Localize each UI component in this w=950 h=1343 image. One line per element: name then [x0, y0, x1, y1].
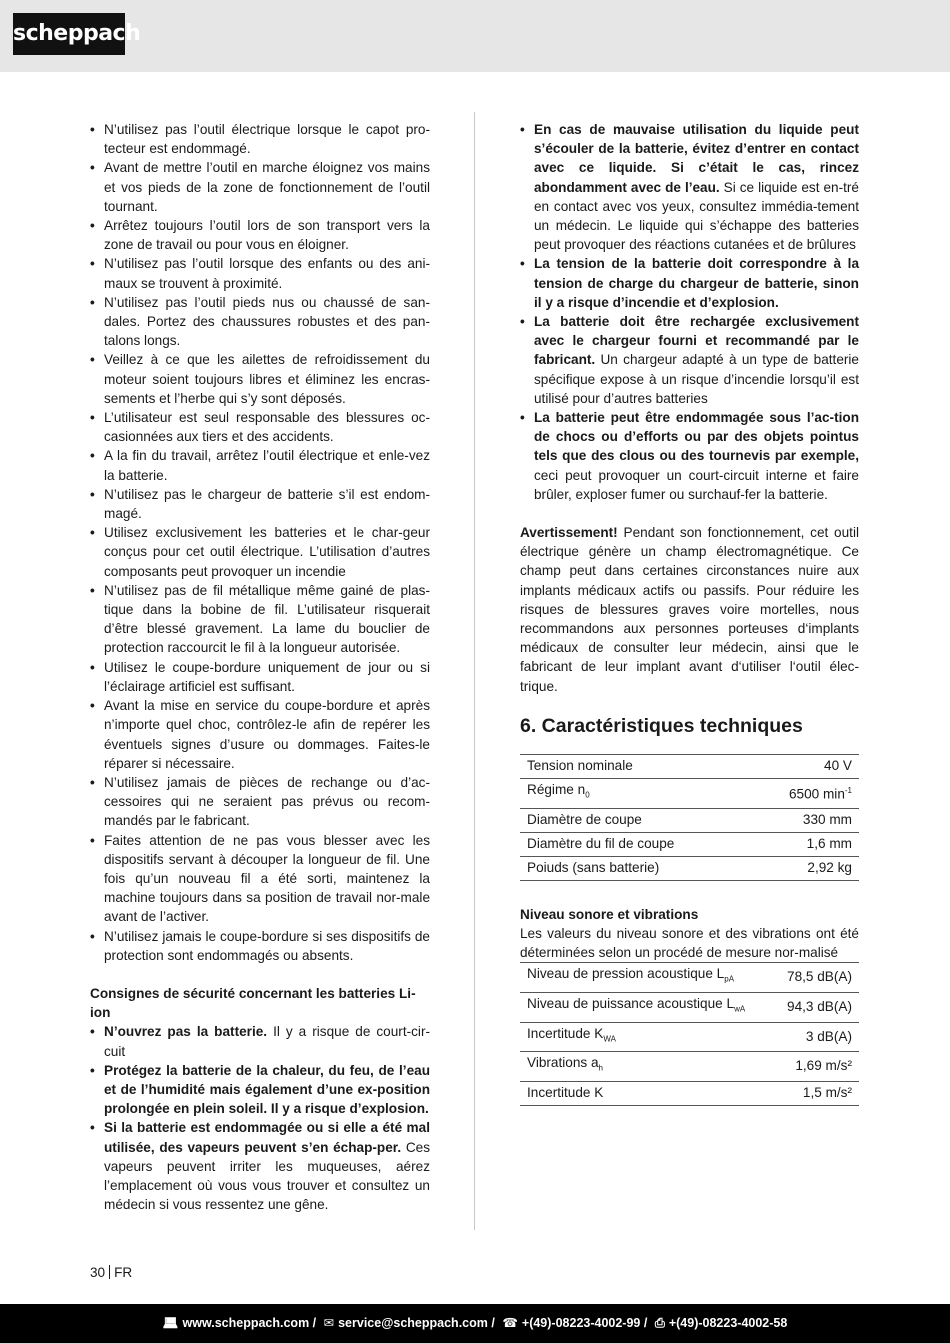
- table-row: [520, 1022, 859, 1052]
- label-text: Vibrations a: [527, 1055, 599, 1071]
- list-item: • N’utilisez pas de fil métallique même gainé de plas-tique dans la bobine de fil. L’utilisateur risquerait d’être blessé gravement. La lame du bouclier de protection raccourcit le fil à la longueur autorisée.: [90, 581, 430, 658]
- table-cell-value: [773, 1052, 859, 1082]
- label-text: Diamètre du fil de coupe: [527, 835, 675, 851]
- label-text: Niveau de puissance acoustique L: [527, 995, 735, 1011]
- label-subscript: WA: [603, 1034, 616, 1044]
- fax-icon: ⎙: [654, 1316, 665, 1330]
- value-text: 2,92 kg: [807, 859, 852, 875]
- value-text: 3 dB(A): [805, 1028, 852, 1044]
- table-row: [520, 808, 859, 832]
- list-item-text: Si ce liquide est en-tré en contact avec vos yeux, consultez immédia-tement un médecin. Le liquide qui s’échappe des batteries peut provoquer des réactions cutanées et de brûlures: [534, 179, 859, 253]
- list-item-bold: La tension de la batterie doit correspondre à la tension de charge du chargeur de batterie, sinon il y a risque d’incendie et d’explosion.: [534, 256, 859, 310]
- battery-safety-list: [90, 1022, 430, 1214]
- table-cell-label: [520, 754, 749, 778]
- header-bar: [0, 0, 950, 72]
- value-text: 94,3 dB(A): [787, 998, 852, 1014]
- table-cell-label: [520, 832, 749, 856]
- table-cell-value: [749, 856, 859, 880]
- list-item: [90, 1118, 430, 1214]
- laptop-icon: 💻︎: [162, 1316, 179, 1330]
- table-row: [520, 778, 859, 808]
- footer-fax: +(49)-08223-4002-58: [668, 1316, 788, 1330]
- envelope-icon: ✉: [323, 1316, 335, 1330]
- list-item: • N’utilisez pas l’outil lorsque des enfants ou des ani-maux se trouvent à proximité.: [90, 254, 430, 292]
- page-number: [90, 1265, 132, 1280]
- list-item: • A la fin du travail, arrêtez l’outil électrique et enle-vez la batterie.: [90, 446, 430, 484]
- footer-bar: [0, 1304, 950, 1343]
- footer-web[interactable]: www.scheppach.com /: [182, 1316, 317, 1330]
- table-cell-label: [520, 1082, 773, 1106]
- list-item: [90, 1022, 430, 1060]
- table-cell-label: [520, 808, 749, 832]
- table-cell-label: [520, 778, 749, 808]
- label-subscript: 0: [585, 790, 590, 800]
- list-item: • N’utilisez jamais le coupe-bordure si ses dispositifs de protection sont endommagés ou absents.: [90, 927, 430, 965]
- battery-safety-list-continued: [520, 120, 859, 504]
- value-superscript: -1: [844, 785, 852, 795]
- list-item-bold: Protégez la batterie de la chaleur, du feu, de l’eau et de l’humidité mais également d’une ex-position prolongée en plein soleil. Il y a risque d’explosion.: [104, 1062, 430, 1117]
- spec-table: [520, 754, 859, 881]
- table-row: [520, 963, 859, 993]
- list-item: • Veillez à ce que les ailettes de refroidissement du moteur soient toujours libres et éliminez les encras-sements et l’herbe qui s’y sont déposés.: [90, 350, 430, 408]
- list-item: [90, 1061, 430, 1119]
- table-cell-label: [520, 963, 773, 993]
- list-item: [520, 120, 859, 254]
- label-subscript: h: [598, 1064, 603, 1074]
- list-item-bold: En cas de mauvaise utilisation du liquide peut s’écouler de la batterie, évitez d’entrer en contact avec ce liquide. Si c’était le cas, rincez abondamment avec de l’eau.: [534, 122, 859, 195]
- value-text: 330 mm: [802, 811, 852, 827]
- label-text: Incertitude K: [527, 1085, 604, 1101]
- list-item: • N’utilisez pas l’outil électrique lorsque le capot pro-tecteur est endommagé.: [90, 120, 430, 158]
- list-item: • Avant de mettre l’outil en marche éloignez vos mains et vos pieds de la zone de fonctionnement de l’outil tournant.: [90, 158, 430, 216]
- table-row: [520, 754, 859, 778]
- label-text: Tension nominale: [527, 757, 633, 773]
- footer-phone: +(49)-08223-4002-99 /: [521, 1316, 648, 1330]
- list-item: • Utilisez exclusivement les batteries et le char-geur conçus pour cet outil électrique. L’utilisation d’autres composants peut provoquer un incendie: [90, 523, 430, 581]
- list-item: • L’utilisateur est seul responsable des blessures oc-casionnées aux tiers et des accidents.: [90, 408, 430, 446]
- list-item-text: Ces vapeurs peuvent irriter les muqueuses, aérez l’emplacement où vous vous trouver et consultez un médecin si vous ressentez une gêne.: [104, 1139, 430, 1213]
- page-language: FR: [114, 1265, 133, 1280]
- list-item: • Utilisez le coupe-bordure uniquement de jour ou si l’éclairage artificiel est suffisant.: [90, 658, 430, 696]
- table-cell-value: [773, 963, 859, 993]
- label-text: Diamètre de coupe: [527, 811, 642, 827]
- list-item: • N’utilisez pas l’outil pieds nus ou chaussé de san-dales. Portez des chaussures robustes et des pan-talons longs.: [90, 293, 430, 351]
- right-column: [520, 120, 859, 1106]
- list-item: [520, 312, 859, 408]
- list-item: • Avant la mise en service du coupe-bordure et après n’importe quel choc, contrôlez-le afin de repérer les éventuels signes d’usure ou dommages. Faites-le réparer si nécessaire.: [90, 696, 430, 773]
- safety-list: [90, 120, 430, 965]
- list-item: • Faites attention de ne pas vous blesser avec les dispositifs servant à découper la longueur de fil. Une fois qu’un nouveau fil a été sorti, maintenez la machine toujours dans sa position de travail nor-male avant de l’activer.: [90, 831, 430, 927]
- brand-logo: scheppach: [13, 13, 125, 55]
- table-cell-value: [749, 778, 859, 808]
- footer-mail[interactable]: service@scheppach.com /: [338, 1316, 495, 1330]
- value-text: 6500 min: [788, 786, 845, 802]
- table-row: [520, 832, 859, 856]
- list-item-text: Il y a risque de court-cir-cuit: [104, 1024, 430, 1059]
- label-text: Régime n: [527, 781, 586, 797]
- label-text: Poiuds (sans batterie): [527, 859, 660, 875]
- table-row: [520, 1082, 859, 1106]
- label-subscript: pA: [724, 974, 735, 984]
- table-row: [520, 1052, 859, 1082]
- label-text: Incertitude K: [527, 1025, 604, 1041]
- list-item: • N’utilisez pas le chargeur de batterie s’il est endom-magé.: [90, 485, 430, 523]
- value-text: 40 V: [824, 757, 852, 773]
- noise-table: [520, 962, 859, 1106]
- value-text: 1,5 m/s²: [802, 1085, 852, 1101]
- table-cell-label: [520, 992, 773, 1022]
- left-column: [90, 120, 430, 1214]
- warning-text: Pendant son fonctionnement, cet outil électrique génère un champ électromagnétique. Ce champ peut dans certaines circonstances nuire aux implants médicaux actifs ou passifs. Pour réduire les risques de blessures graves voire mortelles, nous recommandons aux personnes porteuses d‘implants médicaux de consulter leur médecin, ainsi que le fabricant de leur implant avant d‘utiliser l‘outil élec-trique.: [520, 525, 859, 694]
- table-row: [520, 992, 859, 1022]
- table-cell-label: [520, 1022, 773, 1052]
- table-cell-label: [520, 1052, 773, 1082]
- list-item: • Arrêtez toujours l’outil lors de son transport vers la zone de travail ou pour vous en éloigner.: [90, 216, 430, 254]
- table-cell-label: [520, 856, 749, 880]
- column-divider: [474, 112, 475, 1230]
- list-item-bold: La batterie doit être rechargée exclusivement avec le chargeur fourni et recommandé par le fabricant.: [534, 314, 859, 368]
- list-item-text: Un chargeur adapté à un type de batterie spécifique expose à un risque d’incendie lorsqu’il est utilisé pour d’autres batteries: [534, 352, 859, 406]
- table-cell-value: [749, 754, 859, 778]
- phone-icon: ☎: [502, 1316, 518, 1330]
- value-text: 78,5 dB(A): [787, 969, 852, 985]
- list-item-text: ceci peut provoquer un court-circuit interne et faire brûler, exploser fumer ou surchauf-fer la batterie.: [534, 467, 859, 502]
- list-item: [520, 254, 859, 312]
- value-text: 1,6 mm: [806, 835, 852, 851]
- table-cell-value: [773, 1082, 859, 1106]
- table-cell-value: [749, 808, 859, 832]
- warning-paragraph: [520, 523, 859, 696]
- list-item: [520, 408, 859, 504]
- warning-label: Avertissement!: [520, 525, 618, 541]
- noise-text: Les valeurs du niveau sonore et des vibrations ont été déterminées selon un procédé de mesure nor-malisé: [520, 925, 859, 961]
- section-title: 6. Caractéristiques techniques: [520, 714, 803, 737]
- battery-heading: Consignes de sécurité concernant les batteries Li-ion: [90, 985, 416, 1021]
- table-cell-value: [749, 832, 859, 856]
- value-text: 1,69 m/s²: [795, 1058, 852, 1074]
- table-cell-value: [773, 1022, 859, 1052]
- list-item: • N’utilisez jamais de pièces de rechange ou d’ac-cessoires qui ne seraient pas prévus ou recom-mandés par le fabricant.: [90, 773, 430, 831]
- table-row: [520, 856, 859, 880]
- list-item-bold: La batterie peut être endommagée sous l’ac-tion de chocs ou d’efforts ou par des objets pointus tels que des clous ou des tournevis par exemple,: [534, 410, 859, 464]
- table-cell-value: [773, 992, 859, 1022]
- page-number-value: 30: [90, 1265, 106, 1280]
- list-item-bold: N’ouvrez pas la batterie.: [104, 1024, 268, 1040]
- noise-heading: Niveau sonore et vibrations: [520, 906, 699, 922]
- list-item-bold: Si la batterie est endommagée ou si elle a été mal utilisée, des vapeurs peuvent s’en échap-per.: [104, 1120, 430, 1155]
- label-subscript: wA: [734, 1004, 746, 1014]
- label-text: Niveau de pression acoustique L: [527, 966, 725, 982]
